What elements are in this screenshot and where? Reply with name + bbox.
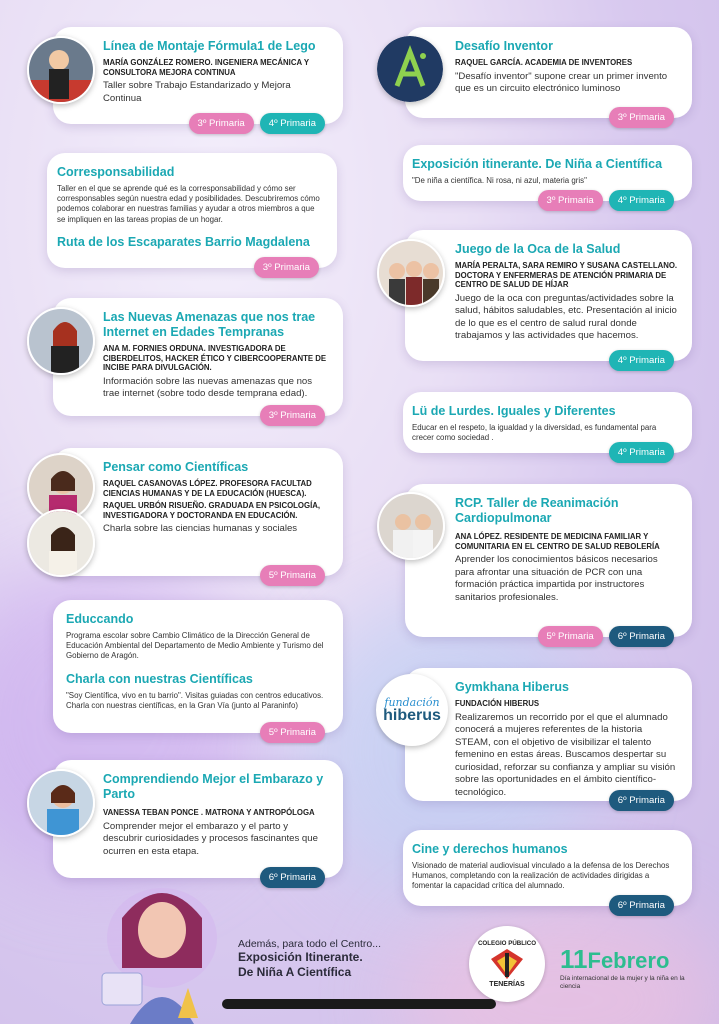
card-desc: Realizaremos un recorrido por el que el alumnado conocerá a mujeres referentes de la historia STEAM, con el objetivo de visibilizar el talento femenino en estas áreas. Buscamos despertar su curiosidad, reforzar su confianza y ampliar su visión sobre las oportunidades en el ámbito científico-tecnológico. [455, 711, 676, 798]
card-title: Juego de la Oca de la Salud [455, 242, 621, 256]
card-desc: "De niña a científica. Ni rosa, ni azul, materia gris" [412, 176, 587, 185]
card-title: Lü de Lurdes. Iguales y Diferentes [412, 404, 616, 418]
speaker-photo [27, 307, 95, 375]
footer-line: Exposición Itinerante. [238, 950, 363, 964]
grade-badge[interactable]: 3º Primaria [609, 107, 674, 128]
colegio-emblem-icon [487, 947, 527, 981]
card-speaker: FUNDACIÓN HIBERUS [455, 699, 540, 708]
card-title: Corresponsabilidad [57, 165, 175, 179]
card-desc: "Soy Científica, vivo en tu barrio". Visitas guiadas con centros educativos. Charla con nuestras científicas, en la Gran Vía (junto al Paraninfo) [66, 690, 324, 710]
grade-badge[interactable]: 3º Primaria [189, 113, 254, 134]
grade-badge[interactable]: 3º Primaria [254, 257, 319, 278]
card-pensar-cientificas [53, 448, 343, 581]
card-desc: Juego de la oca con preguntas/actividades sobre la salud, hábitos saludables, etc. Presentación al inicio de lo que es el centro de salud rural donde trabajamos y las actividades que hacemos. [455, 292, 677, 341]
logo-number: 11 [560, 944, 588, 974]
card-speaker: ANA M. FORNIES ORDUNA. INVESTIGADORA DE CIBERDELITOS, HACKER ÉTICO Y CIBERCOOPERANTE DE INCIBE PARA DIVULGACIÓN. [103, 344, 327, 372]
card-speaker: VANESSA TEBAN PONCE . MATRONA Y ANTROPÓLOGA [103, 808, 315, 817]
card-title: Cine y derechos humanos [412, 842, 568, 856]
card-gymkhana [405, 668, 692, 806]
card-lego [53, 27, 343, 129]
grade-badge[interactable]: 6º Primaria [609, 790, 674, 811]
colegio-tenerias-logo [469, 926, 545, 1002]
card-desc: Taller sobre Trabajo Estandarizado y Mejora Continua [103, 80, 291, 104]
card-desc: Aprender los conocimientos básicos necesarios para afrontar una situación de PCR con una formación práctica impartida por instructores sanitarios profesionales. [455, 554, 658, 603]
footer-line: De Niña A Científica [238, 965, 352, 979]
card-amenazas [53, 298, 343, 421]
card-title: Las Nuevas Amenazas que nos trae Internet en Edades Tempranas [103, 310, 316, 339]
card-desc: Programa escolar sobre Cambio Climático de la Dirección General de Educación Ambiental del Departamento de Medio Ambiente y Turismo del Gobierno de Aragón. [66, 631, 324, 661]
card-title: Gymkhana Hiberus [455, 680, 569, 694]
card-speaker: MARÍA GONZÁLEZ ROMERO. INGENIERA MECÁNICA Y CONSULTORA MEJORA CONTINUA [103, 58, 309, 77]
grade-badge[interactable]: 3º Primaria [538, 190, 603, 211]
scientist-illustration [92, 878, 232, 1024]
card-title-secondary: Ruta de los Escaparates Barrio Magdalena [57, 234, 310, 249]
card-desafio-inventor [405, 27, 692, 123]
speaker-photo [377, 492, 445, 560]
card-title-secondary: Charla con nuestras Científicas [66, 671, 253, 686]
grade-badge[interactable]: 5º Primaria [260, 722, 325, 743]
grade-badge[interactable]: 4º Primaria [260, 113, 325, 134]
speaker-photo [27, 36, 95, 104]
card-speaker: RAQUEL URBÓN RISUEÑO. GRADUADA EN PSICOLOGÍA, INVESTIGADORA Y DOCTORANDA EN EDUCACIÓN. [103, 501, 321, 520]
card-speaker: RAQUEL GARCÍA. ACADEMIA DE INVENTORES [455, 58, 633, 67]
logo-text: Febrero [587, 948, 670, 973]
card-embarazo [53, 760, 343, 883]
grade-badge[interactable]: 3º Primaria [260, 405, 325, 426]
card-desc: Información sobre las nuevas amenazas que nos trae internet (sobre todo desde temprana edad). [103, 375, 313, 399]
logo-text: TENERÍAS [489, 981, 525, 988]
card-lurdes [403, 392, 692, 458]
card-desc: Visionado de material audiovisual vinculado a la defensa de los Derechos Humanos, completando con la realización de actividades dirigidas a fomentar la capacidad crítica del alumnado. [412, 861, 670, 891]
grade-badge[interactable]: 4º Primaria [609, 350, 674, 371]
card-desc: Taller en el que se aprende qué es la corresponsabilidad y cómo ser corresponsables según nuestra edad y posibilidades. Descubriremos cómo podemos colaborar en nuestras familias y ayudar a otros miembros a que se impliquen en las tareas propias de un hogar. [57, 184, 320, 224]
card-title: Línea de Montaje Fórmula1 de Lego [103, 39, 316, 53]
grade-badge[interactable]: 6º Primaria [260, 867, 325, 888]
footer-line: Además, para todo el Centro... [238, 938, 381, 950]
fundacion-hiberus-logo [376, 674, 448, 746]
logo-subtitle: Día internacional de la mujer y la niña en la ciencia [560, 975, 685, 990]
logo-text: COLEGIO PÚBLICO [477, 940, 537, 947]
grade-badge[interactable]: 5º Primaria [538, 626, 603, 647]
card-oca-salud [405, 230, 692, 366]
card-title: Educcando [66, 612, 134, 626]
speaker-photo [27, 769, 95, 837]
academia-inventores-logo [377, 36, 443, 102]
speaker-photo [377, 239, 445, 307]
card-speaker: MARÍA PERALTA, SARA REMIRO Y SUSANA CASTELLANO. DOCTORA Y ENFERMERAS DE ATENCIÓN PRIMARIA DE CENTRO DE SALUD DE HÍJAR [455, 261, 678, 289]
card-title: Comprendiendo Mejor el Embarazo y Parto [103, 772, 324, 801]
card-desc: Charla sobre las ciencias humanas y sociales [103, 523, 298, 534]
grade-badge[interactable]: 4º Primaria [609, 190, 674, 211]
footer-text [238, 938, 381, 980]
card-desc: Comprender mejor el embarazo y el parto y descubrir curiosidades y procesos fascinantes que ocurren en esta etapa. [103, 820, 318, 857]
grade-badge[interactable]: 5º Primaria [260, 565, 325, 586]
card-speaker: ANA LÓPEZ. RESIDENTE DE MEDICINA FAMILIAR Y COMUNITARIA EN EL CENTRO DE SALUD REBOLERÍA [455, 532, 660, 551]
grade-badge[interactable]: 4º Primaria [609, 442, 674, 463]
card-title: Pensar como Científicas [103, 460, 249, 474]
card-rcp [405, 484, 692, 642]
card-exposicion [403, 145, 692, 206]
logo-text: fundación [384, 695, 440, 709]
card-corresponsabilidad [47, 153, 337, 273]
card-desc: Educar en el respeto, la igualdad y la diversidad, es fundamental para crecer como sociedad . [412, 423, 657, 443]
card-title: Desafío Inventor [455, 39, 553, 53]
card-speaker: RAQUEL CASANOVAS LÓPEZ. PROFESORA FACULTAD CIENCIAS HUMANAS Y DE LA EDUCACIÓN (HUESCA). [103, 479, 312, 498]
speaker-photo [27, 509, 95, 577]
card-desc: "Desafío inventor" supone crear un primer invento que es un circuito electrónico luminoso [455, 70, 668, 94]
card-educcando [53, 600, 343, 738]
11-febrero-logo [560, 944, 710, 1004]
card-title: RCP. Taller de Reanimación Cardiopulmonar [455, 496, 619, 525]
logo-text: hiberus [383, 706, 441, 724]
grade-badge[interactable]: 6º Primaria [609, 626, 674, 647]
scrollbar[interactable] [222, 999, 496, 1009]
card-title: Exposición itinerante. De Niña a Científica [412, 157, 663, 171]
card-cine [403, 830, 692, 911]
grade-badge[interactable]: 6º Primaria [609, 895, 674, 916]
